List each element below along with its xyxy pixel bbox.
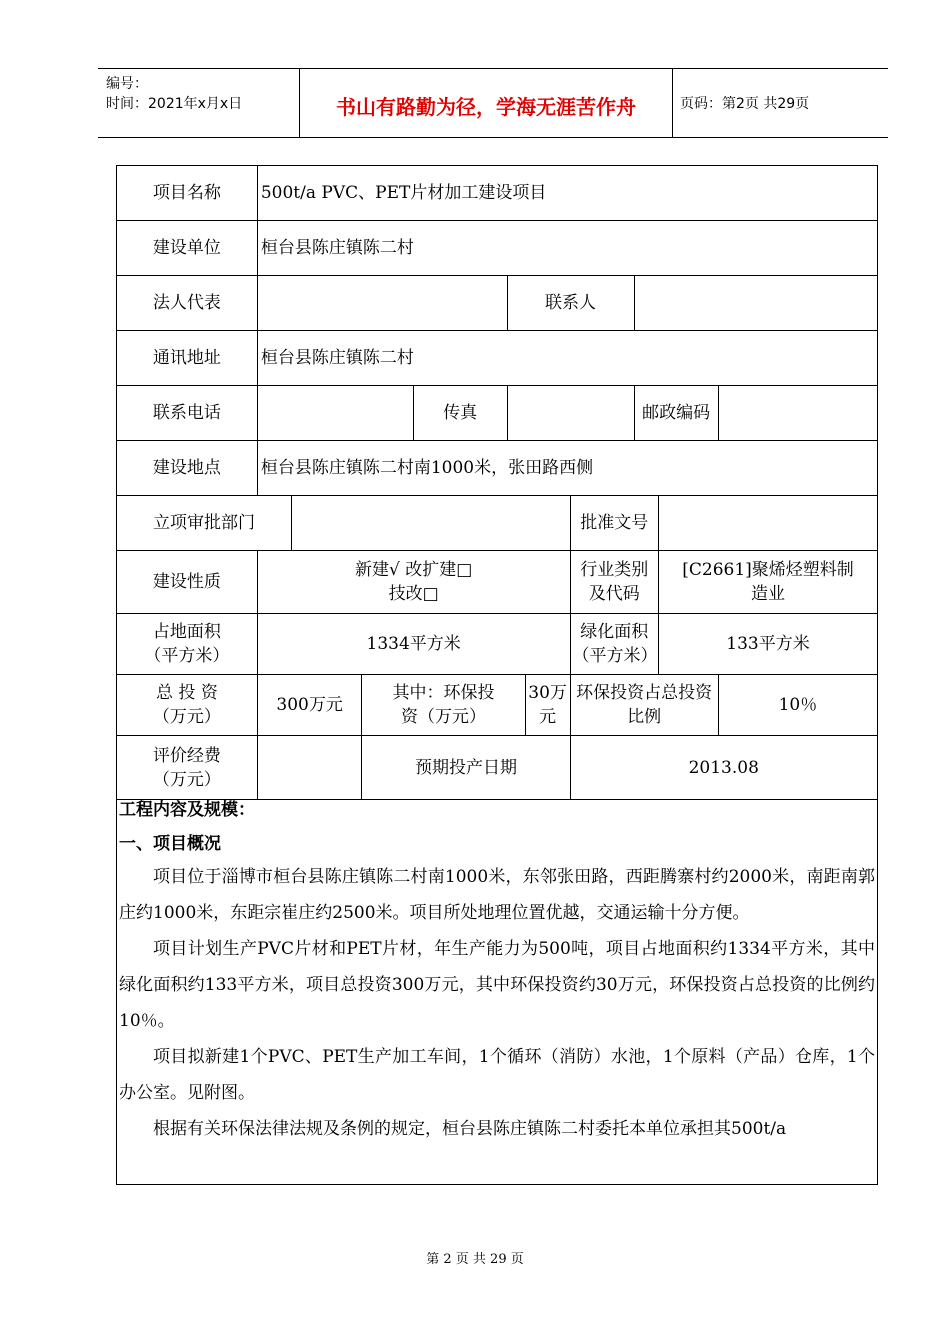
industry-label [570,551,659,614]
document-number-label: 编号： [106,76,148,92]
nature-line: 新建√ 改扩建□ [355,560,473,580]
paragraph: 项目计划生产PVC片材和PET片材，年生产能力为500吨，项目占地面积约1334平方米，其中绿化面积约133平方米，项目总投资300万元，其中环保投资约30万元，环保投资占总投资的比例约10％。 [119,939,875,1031]
env-invest-label-line: 其中：环保投 [392,683,495,703]
approval-dept-label: 立项审批部门 [117,496,292,551]
prod-date-value: 2013.08 [570,736,878,800]
eval-fee-label-line: （万元） [152,769,221,790]
area-value: 1334平方米 [257,614,570,675]
ratio-label [570,675,718,736]
project-name-label: 项目名称 [117,166,258,221]
table-row [117,675,878,736]
phone-label: 联系电话 [117,386,258,441]
project-content-section [116,795,878,1185]
paragraph: 项目拟新建1个PVC、PET生产加工车间，1个循环（消防）水池，1个原料（产品）仓库，1个办公室。见附图。 [119,1047,875,1103]
header-divider [672,69,673,137]
ratio-label-line: 比例 [627,707,662,727]
area-label [117,614,258,675]
area-label-line: 占地面积 [152,622,221,642]
table-row [117,386,878,441]
address-value: 桓台县陈庄镇陈二村 [257,331,877,386]
paragraph: 项目位于淄博市桓台县陈庄镇陈二村南1000米，东邻张田路，西距腾寨村约2000米，南距南郭庄约1000米，东距宗崔庄约2500米。项目所处地理位置优越，交通运输十分方便。 [119,867,875,923]
green-label [570,614,659,675]
address-label: 通讯地址 [117,331,258,386]
nature-label: 建设性质 [117,551,258,614]
industry-line: 造业 [751,584,786,604]
green-label-line: （平方米） [572,646,658,666]
fax-value [507,386,634,441]
legal-rep-value [257,276,507,331]
ratio-label-line: 环保投资占总投资 [576,683,713,703]
area-label-line: （平方米） [144,646,230,666]
approval-no-label: 批准文号 [570,496,659,551]
phone-value [257,386,413,441]
env-invest-value: 30万元 [525,675,570,736]
industry-line: [C2661]聚烯烃塑料制 [682,560,854,580]
invest-label [117,675,258,736]
table-row [117,441,878,496]
table-row [117,614,878,675]
project-name-value: 500t/a PVC、PET片材加工建设项目 [257,166,877,221]
env-invest-label-line: 资（万元） [401,707,487,727]
invest-label-line: 总 投 资 [156,683,218,703]
content-heading: 工程内容及规模： [119,800,255,820]
postcode-value [718,386,877,441]
section-heading: 一、项目概况 [119,834,221,854]
fax-label: 传真 [413,386,507,441]
page-header [98,68,888,138]
nature-value [257,551,570,614]
legal-rep-label: 法人代表 [117,276,258,331]
industry-label-line: 及代码 [588,584,640,604]
page-footer: 第 2 页 共 29 页 [426,1252,524,1267]
postcode-label: 邮政编码 [634,386,718,441]
eval-fee-label-line: 评价经费 [152,745,221,766]
prod-date-label: 预期投产日期 [362,736,570,800]
eval-fee-value [257,736,362,800]
project-info-table [116,165,878,800]
table-row [117,496,878,551]
invest-value: 300万元 [257,675,362,736]
eval-fee-label [117,736,258,800]
header-page-info: 页码：第2页 共29页 [680,96,810,112]
document-time-label: 时间：2021年x月x日 [106,96,243,112]
nature-line: 技改□ [388,584,439,604]
table-row [117,166,878,221]
env-invest-label [362,675,525,736]
ratio-value: 10％ [718,675,877,736]
green-value: 133平方米 [659,614,878,675]
location-label: 建设地点 [117,441,258,496]
header-motto: 书山有路勤为径，学海无涯苦作舟 [336,95,636,119]
contact-value [634,276,877,331]
table-row [117,331,878,386]
green-label-line: 绿化面积 [580,622,649,642]
location-value: 桓台县陈庄镇陈二村南1000米，张田路西侧 [257,441,877,496]
table-row [117,551,878,614]
approval-dept-value [292,496,571,551]
table-row [117,221,878,276]
table-row [117,736,878,800]
industry-label-line: 行业类别 [580,560,649,580]
invest-label-line: （万元） [152,707,221,727]
approval-no-value [659,496,878,551]
paragraph: 根据有关环保法律法规及条例的规定，桓台县陈庄镇陈二村委托本单位承担其500t/a [153,1119,787,1139]
contact-label: 联系人 [507,276,634,331]
table-row [117,276,878,331]
industry-value [659,551,878,614]
builder-value: 桓台县陈庄镇陈二村 [257,221,877,276]
builder-label: 建设单位 [117,221,258,276]
